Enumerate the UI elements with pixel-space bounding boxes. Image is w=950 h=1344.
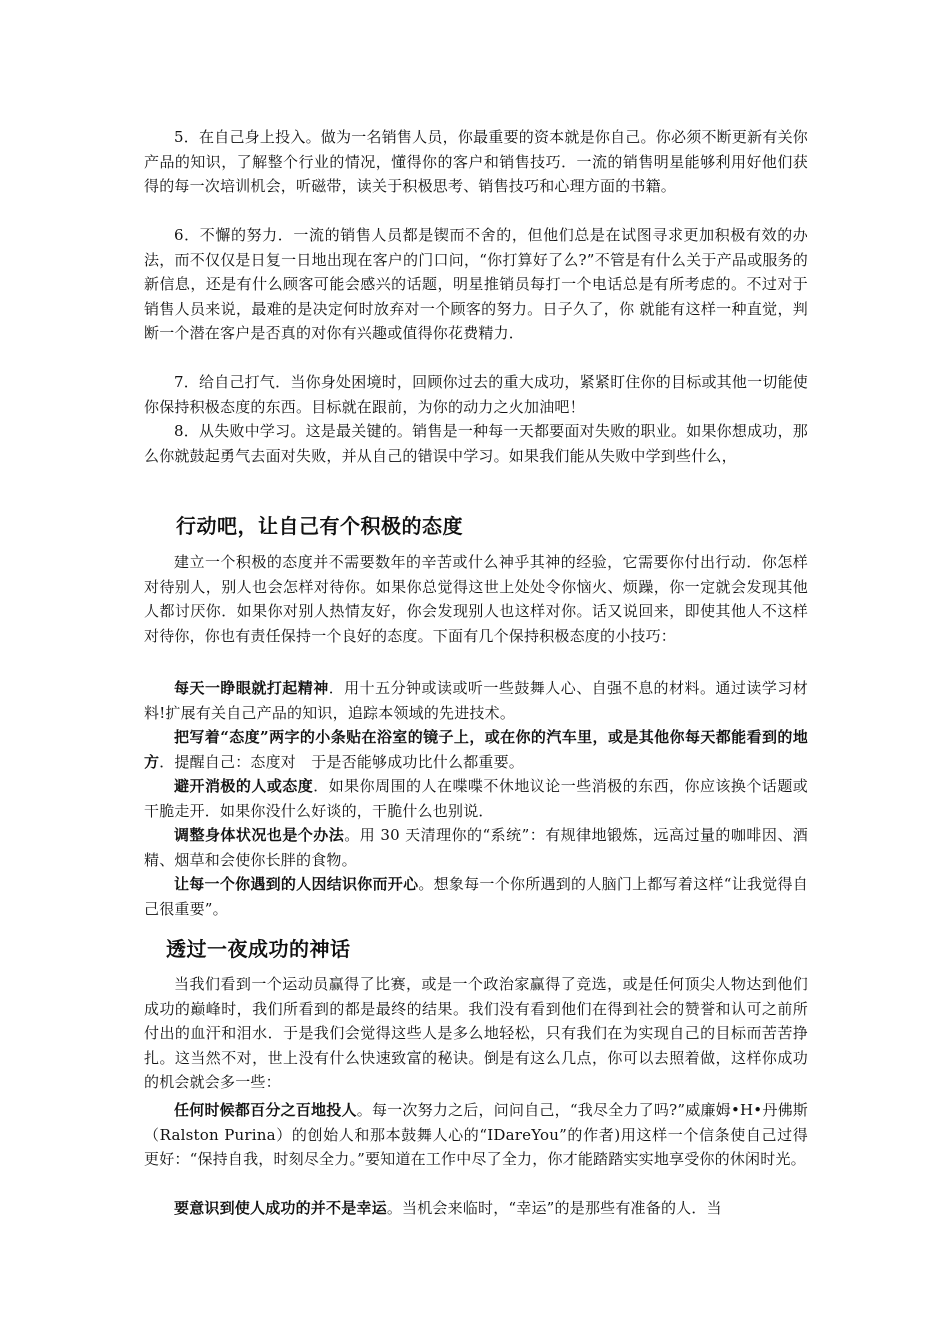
tip-make-people-happy — [144, 872, 808, 921]
tip-wake-up-text: ．用十五分钟或读或听一些鼓舞人心、自强不息的材料。通过读学习材料!扩展有关自己产品的知识，追踪本领域的先进技术。 — [144, 679, 808, 722]
paragraph-attitude-intro: 建立一个积极的态度并不需要数年的辛苦或什么神乎其神的经验，它需要你付出行动．你怎样对待别人，别人也会怎样对待你。如果你总觉得这世上处处令你恼火、烦躁，你一定就会发现其他人都讨厌你．如果你对别人热情友好，你会发现别人也这样对你。话又说回来，即使其他人不这样对待你，你也有责任保持一个良好的态度。下面有几个保持积极态度的小技巧： — [144, 553, 808, 645]
tip-avoid-negative — [144, 774, 808, 823]
tip-full-effort — [144, 1098, 808, 1172]
tip-attitude-note-bold: 把写着“态度”两字的小条贴在浴室的镜子上，或在你的汽车里，或是其他你每天都能看到的地方 — [144, 728, 808, 771]
paragraph-5: 5．在自己身上投入。做为一名销售人员，你最重要的资本就是你自己。你必须不断更新有关你产品的知识，了解整个行业的情况，懂得你的客户和销售技巧．一流的销售明星能够利用好他们获得的每一次培训机会，听磁带，读关于积极思考、销售技巧和心理方面的书籍。 — [144, 128, 808, 195]
tip-full-effort-bold: 任何时候都百分之百地投人 — [174, 1101, 357, 1119]
tip-attitude-note — [144, 725, 808, 774]
tip-body-condition-bold: 调整身体状况也是个办法 — [174, 826, 345, 844]
tip-body-condition-text: 。用 30 天清理你的“系统”：有规律地锻炼，远高过量的咖啡因、酒精、烟草和会使你长胖的食物。 — [144, 826, 808, 869]
paragraph-overnight-intro: 当我们看到一个运动员赢得了比赛，或是一个政治家赢得了竞选，或是任何顶尖人物达到他们成功的巅峰时，我们所看到的都是最终的结果。我们没有看到他们在得到社会的赞誉和认可之前所付出的血汗和泪水．于是我们会觉得这些人是多么地轻松，只有我们在为实现自己的目标而苦苦挣扎。这当然不对，世上没有什么快速致富的秘诀。倒是有这么几点，你可以去照着做，这样你成功的机会就会多一些： — [144, 975, 808, 1091]
tip-make-people-happy-bold: 让每一个你遇到的人因结识你而开心 — [174, 875, 419, 893]
tip-avoid-negative-bold: 避开消极的人或态度 — [174, 777, 314, 795]
paragraph-6: 6．不懈的努力．一流的销售人员都是锲而不舍的，但他们总是在试图寻求更加积极有效的办法，而不仅仅是日复一日地出现在客户的门口问，“你打算好了么?”不管是有什么关于产品或服务的新信息，还是有什么顾客可能会感兴的话题，明星推销员每打一个电话总是有所考虑的。不过对于销售人员来说，最难的是决定何时放弃对一个顾客的努力。日子久了，你 就能有这样一种直觉，判断一个潜在客户是否真的对你有兴趣或值得你花费精力． — [144, 226, 808, 342]
tip-wake-up-bold: 每天一睁眼就打起精神 — [174, 679, 329, 697]
tip-make-people-happy-text: 。想象每一个你所遇到的人脑门上都写着这样“让我觉得自己很重要”。 — [144, 875, 808, 918]
tip-full-effort-text: 。每一次努力之后，问问自己，“我尽全力了吗?”威廉姆•H•丹佛斯（Ralston Purina）的创始人和那本鼓舞人心的“IDareYou”的作者)用这样一个信条使自己过得更好：“保持自我，时刻尽全力。”要知道在工作中尽了全力，你才能踏踏实实地享受你的休闲时光。 — [144, 1101, 808, 1168]
tip-not-luck-text: 。当机会来临时，“幸运”的是那些有准备的人．当 — [386, 1199, 722, 1217]
heading-positive-attitude: 行动吧，让自己有个积极的态度 — [176, 514, 463, 538]
tip-not-luck — [144, 1196, 808, 1221]
tip-wake-up — [144, 676, 808, 725]
paragraph-7: 7．给自己打气．当你身处困境时，回顾你过去的重大成功，紧紧盯住你的目标或其他一切能使你保持积极态度的东西。目标就在跟前，为你的动力之火加油吧！ — [144, 373, 808, 416]
tip-not-luck-bold: 要意识到使人成功的并不是幸运 — [174, 1199, 387, 1217]
heading-overnight-success: 透过一夜成功的神话 — [166, 937, 351, 961]
tip-attitude-note-text: ．提醒自己：态度对 于是否能够成功比什么都重要。 — [159, 752, 525, 771]
paragraph-8: 8．从失败中学习。这是最关键的。销售是一种每一天都要面对失败的职业。如果你想成功，那么你就鼓起勇气去面对失败，并从自己的错误中学习。如果我们能从失败中学到些什么， — [144, 422, 808, 465]
tip-avoid-negative-text: ．如果你周围的人在喋喋不休地议论一些消极的东西，你应该换个话题或干脆走开．如果你没什么好谈的，干脆什么也别说． — [144, 777, 808, 820]
tip-body-condition — [144, 823, 808, 872]
